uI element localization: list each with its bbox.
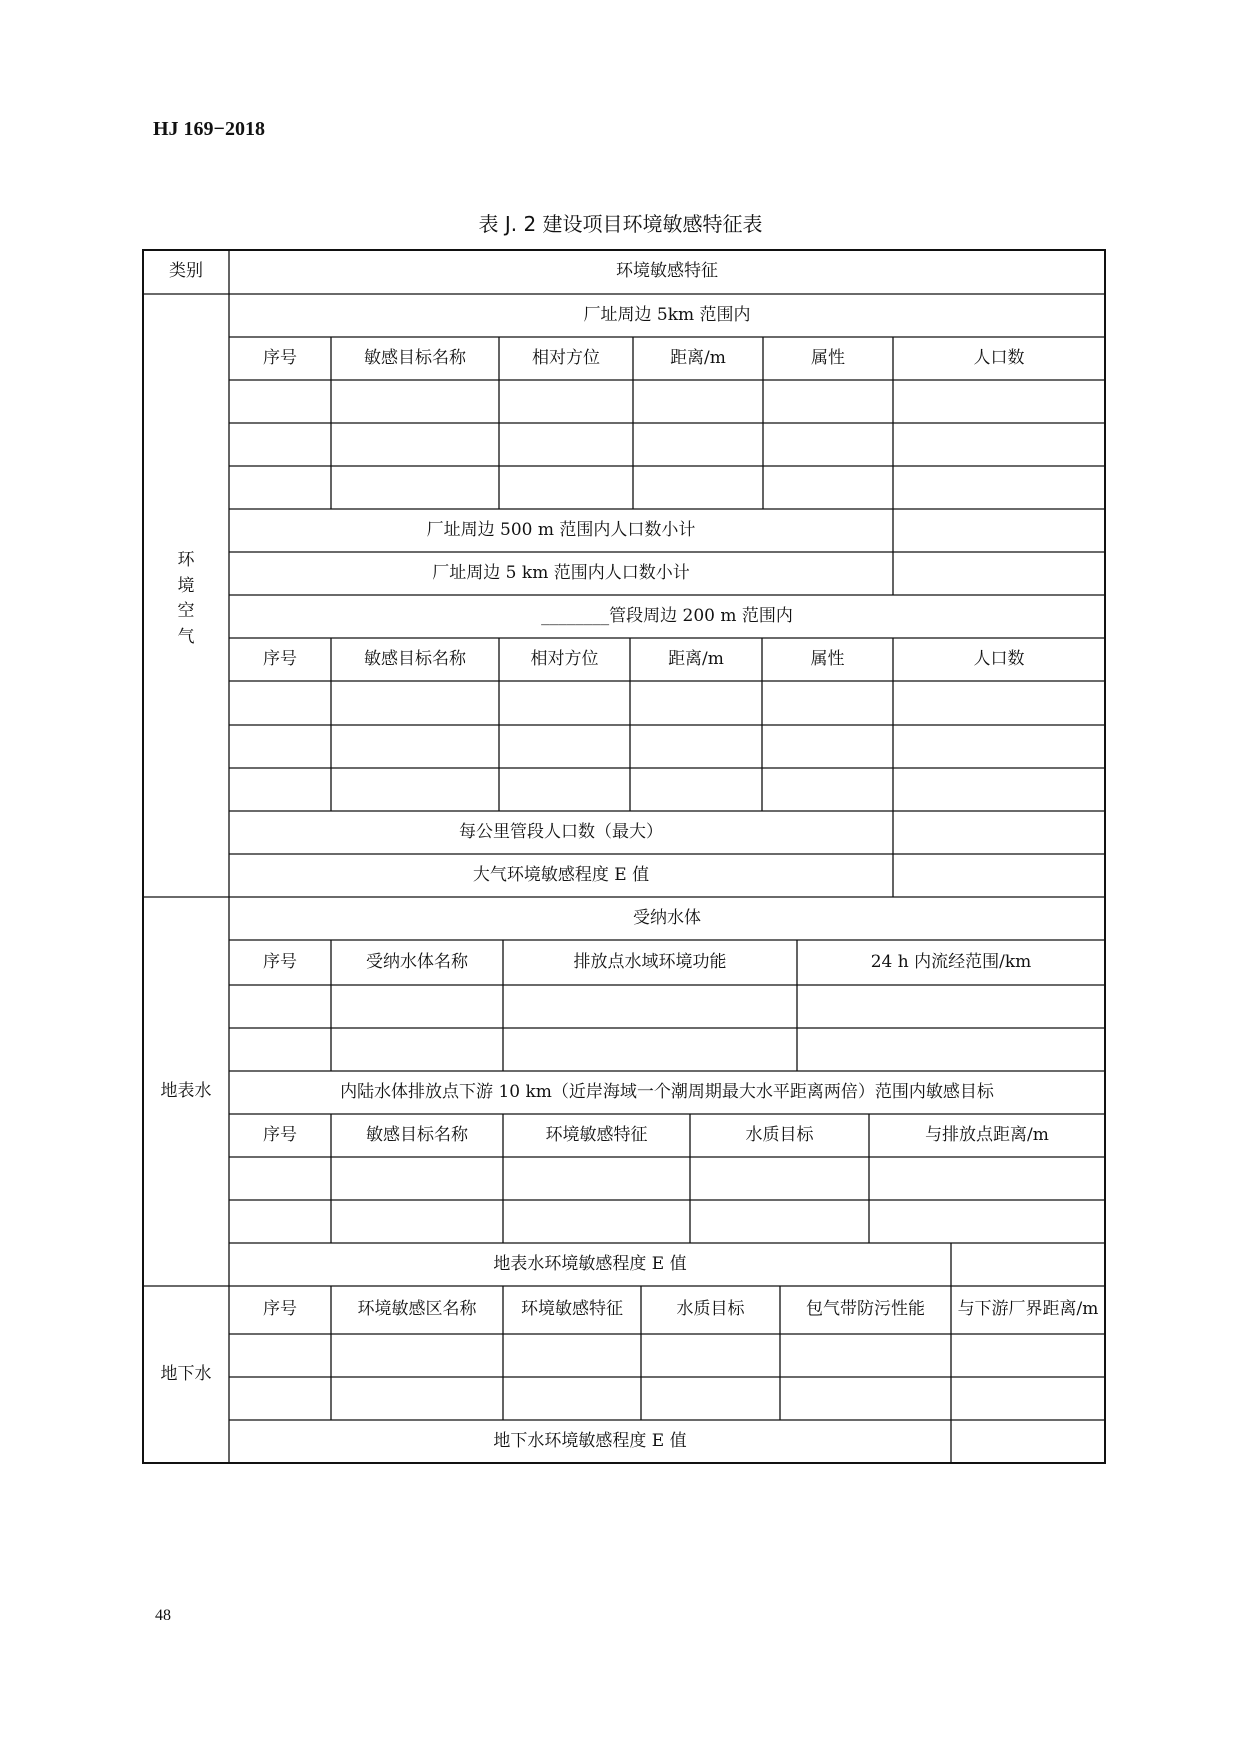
surface-target-col-feature: 环境敏感特征 — [545, 1124, 648, 1145]
air-pipe-col-distance: 距离/m — [668, 648, 724, 669]
surface-target-col-quality: 水质目标 — [745, 1124, 814, 1145]
category-ground-water: 地下水 — [160, 1363, 212, 1384]
air-subtotal-5km: 厂址周边 5 km 范围内人口数小计 — [432, 562, 690, 583]
air-col-index: 序号 — [263, 347, 297, 368]
air-per-km-population: 每公里管段人口数（最大） — [459, 821, 663, 842]
page-number: 48 — [155, 1607, 171, 1624]
ground-col-quality: 水质目标 — [676, 1299, 745, 1320]
air-col-distance: 距离/m — [670, 347, 726, 368]
surface-col-flow-range: 24 h 内流经范围/km — [870, 951, 1032, 972]
category-header: 类别 — [169, 261, 203, 282]
air-col-attribute: 属性 — [811, 347, 845, 368]
ground-col-vadose: 包气带防污性能 — [806, 1299, 925, 1320]
surface-col-index: 序号 — [263, 951, 297, 972]
air-subtotal-500m: 厂址周边 500 m 范围内人口数小计 — [426, 519, 696, 540]
air-col-population: 人口数 — [973, 347, 1025, 368]
ground-col-feature: 环境敏感特征 — [521, 1299, 623, 1320]
surface-downstream-note: 内陆水体排放点下游 10 km（近岸海域一个潮周期最大水平距离两倍）范围内敏感目标 — [340, 1081, 994, 1102]
surface-target-col-index: 序号 — [263, 1124, 297, 1145]
surface-target-col-name: 敏感目标名称 — [366, 1124, 468, 1145]
category-surface-water: 地表水 — [160, 1080, 212, 1101]
surface-col-body-name: 受纳水体名称 — [366, 951, 468, 972]
ground-col-index: 序号 — [263, 1299, 297, 1320]
category-air: 环境空气 — [177, 550, 195, 647]
air-pipe-col-attribute: 属性 — [810, 648, 845, 669]
surface-target-col-distance: 与排放点距离/m — [925, 1124, 1049, 1145]
air-col-direction: 相对方位 — [532, 347, 600, 368]
air-e-value: 大气环境敏感程度 E 值 — [472, 864, 650, 885]
air-range-5km: 厂址周边 5km 范围内 — [583, 304, 751, 325]
surface-col-function: 排放点水域环境功能 — [573, 951, 727, 972]
air-pipe-col-target-name: 敏感目标名称 — [364, 648, 466, 669]
standard-code: HJ 169−2018 — [153, 118, 265, 140]
air-pipe-col-index: 序号 — [263, 648, 297, 669]
surface-receiving-body: 受纳水体 — [633, 907, 701, 928]
air-pipe-col-direction: 相对方位 — [530, 648, 599, 669]
ground-col-boundary-distance: 与下游厂界距离/m — [957, 1299, 1099, 1320]
table-caption: 表 J. 2 建设项目环境敏感特征表 — [478, 212, 763, 236]
air-pipe-col-population: 人口数 — [973, 648, 1025, 669]
air-col-target-name: 敏感目标名称 — [364, 347, 466, 368]
air-pipeline-range: ________管段周边 200 m 范围内 — [541, 605, 793, 626]
ground-col-zone-name: 环境敏感区名称 — [357, 1299, 477, 1320]
features-header: 环境敏感特征 — [616, 261, 718, 282]
ground-e-value: 地下水环境敏感程度 E 值 — [493, 1430, 687, 1451]
surface-e-value: 地表水环境敏感程度 E 值 — [493, 1253, 687, 1274]
